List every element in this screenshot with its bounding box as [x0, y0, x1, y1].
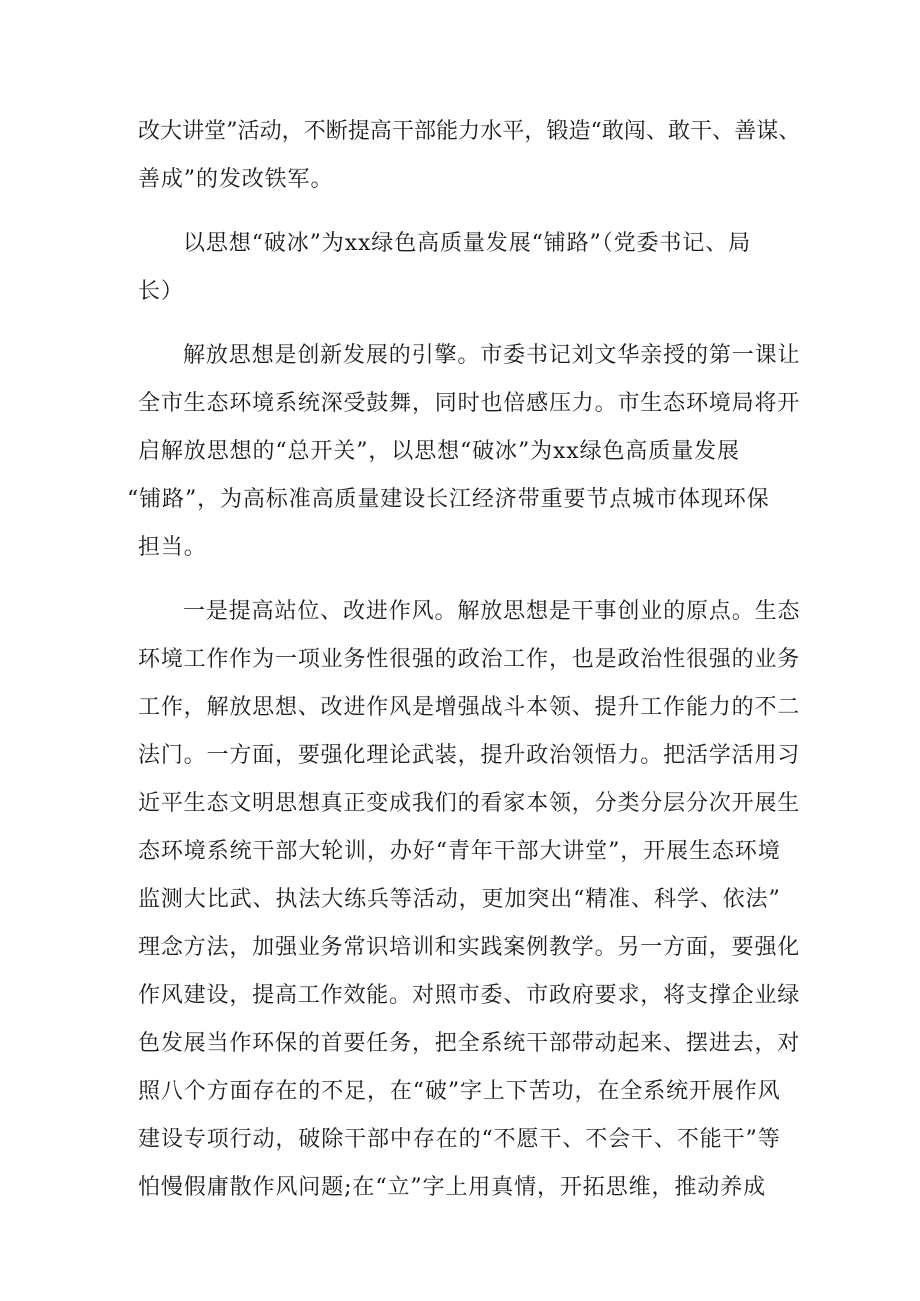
- text-line: 色发展当作环保的首要任务，把全系统干部带动起来、摆进去，对: [138, 1031, 801, 1056]
- section-title-line: 长）: [138, 279, 184, 304]
- text-line: 建设专项行动，破除干部中存在的“不愿干、不会干、不能干”等: [138, 1127, 781, 1152]
- text-line: 理念方法，加强业务常识培训和实践案例教学。另一方面，要强化: [138, 935, 801, 960]
- section-title-line: 以思想“破冰”为xx绿色高质量发展“铺路”（党委书记、局: [183, 231, 752, 256]
- text-line: 态环境系统干部大轮训，办好“青年干部大讲堂”，开展生态环境: [138, 839, 781, 864]
- text-line: 工作，解放思想、改进作风是增强战斗本领、提升工作能力的不二: [138, 695, 801, 720]
- text-line: 启解放思想的“总开关”，以思想“破冰”为xx绿色高质量发展: [138, 439, 740, 464]
- text-line: 近平生态文明思想真正变成我们的看家本领，分类分层分次开展生: [138, 791, 801, 816]
- text-line: 照八个方面存在的不足，在“破”字上下苦功，在全系统开展作风: [138, 1079, 781, 1104]
- text-line: 善成”的发改铁军。: [138, 167, 334, 192]
- text-line: “铺路”，为高标准高质量建设长江经济带重要节点城市体现环保: [127, 487, 770, 512]
- text-line: 监测大比武、执法大练兵等活动，更加突出“精准、科学、依法”: [138, 887, 781, 912]
- text-line: 环境工作作为一项业务性很强的政治工作，也是政治性很强的业务: [138, 647, 801, 672]
- text-line: 担当。: [138, 535, 207, 560]
- text-line: 一是提高站位、改进作风。解放思想是干事创业的原点。生态: [183, 599, 801, 624]
- text-line: 法门。一方面，要强化理论武装，提升政治领悟力。把活学活用习: [138, 743, 801, 768]
- text-line: 改大讲堂”活动，不断提高干部能力水平，锻造“敢闯、敢干、善谋、: [138, 119, 801, 144]
- text-line: 全市生态环境系统深受鼓舞，同时也倍感压力。市生态环境局将开: [138, 391, 801, 416]
- text-line: 解放思想是创新发展的引擎。市委书记刘文华亲授的第一课让: [183, 343, 801, 368]
- text-line: 作风建设，提高工作效能。对照市委、市政府要求，将支撑企业绿: [138, 983, 801, 1008]
- text-line: 怕慢假庸散作风问题;在“立”字上用真情，开拓思维，推动养成: [138, 1175, 767, 1200]
